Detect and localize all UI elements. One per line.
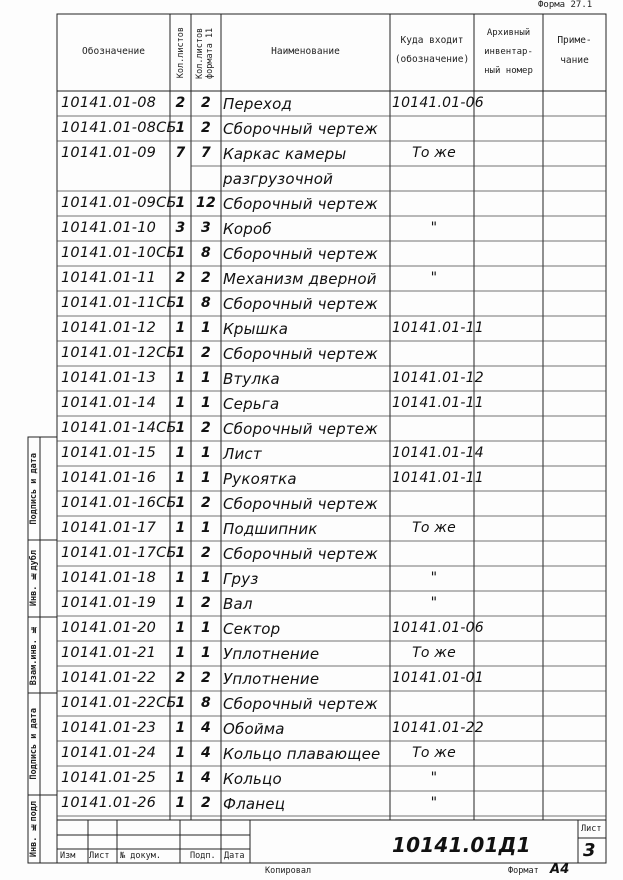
row-name: Кольцо xyxy=(223,770,282,788)
row-format: 2 xyxy=(201,270,211,286)
row-designation: 10141.01-22 xyxy=(61,670,157,686)
footer-format-value: А4 xyxy=(550,862,570,877)
row-where-used: 10141.01-01 xyxy=(392,670,484,686)
row-name: Сборочный чертеж xyxy=(223,120,378,138)
row-designation: 10141.01-09СБ xyxy=(61,195,177,211)
row-sheets: 1 xyxy=(175,120,186,136)
row-designation: 10141.01-09 xyxy=(61,145,157,161)
table-row xyxy=(57,266,606,291)
row-format: 2 xyxy=(201,545,211,561)
row-format: 4 xyxy=(201,720,211,736)
row-designation: 10141.01-08СБ xyxy=(61,120,177,136)
row-sheets: 1 xyxy=(175,620,186,636)
table-row xyxy=(57,91,606,116)
row-sheets: 2 xyxy=(175,270,186,286)
table-row xyxy=(57,766,606,791)
table-row xyxy=(57,691,606,716)
row-where-used: То же xyxy=(412,145,456,161)
row-where-used: 10141.01-06 xyxy=(392,95,484,111)
row-sheets: 1 xyxy=(175,495,186,511)
row-format: 1 xyxy=(201,520,211,536)
row-designation: 10141.01-18 xyxy=(61,570,157,586)
row-sheets: 1 xyxy=(175,370,186,386)
table-row xyxy=(57,416,606,441)
row-designation: 10141.01-11СБ xyxy=(61,295,177,311)
table-row xyxy=(57,616,606,641)
side-label-original-inv: Инв. №подл xyxy=(29,800,39,858)
row-designation: 10141.01-10 xyxy=(61,220,157,236)
row-designation: 10141.01-14 xyxy=(61,395,157,411)
row-sheets: 1 xyxy=(175,795,186,811)
row-where-used: " xyxy=(430,220,438,236)
row-name: Крышка xyxy=(223,320,289,338)
row-designation: 10141.01-10СБ xyxy=(61,245,177,261)
row-designation: 10141.01-26 xyxy=(61,795,157,811)
row-designation: 10141.01-12 xyxy=(61,320,157,336)
row-name: Механизм дверной xyxy=(223,270,377,288)
header-designation: Обозначение xyxy=(82,46,145,57)
row-sheets: 1 xyxy=(175,395,186,411)
row-sheets: 1 xyxy=(175,745,186,761)
row-name: Обойма xyxy=(223,720,285,738)
row-sheets: 1 xyxy=(175,520,186,536)
row-sheets: 3 xyxy=(175,220,186,236)
row-name: Подшипник xyxy=(223,520,318,538)
row-where-used: 10141.01-11 xyxy=(392,320,484,336)
row-name: Короб xyxy=(223,220,272,238)
row-sheets: 2 xyxy=(175,95,186,111)
row-designation: 10141.01-17 xyxy=(61,520,157,536)
row-format: 1 xyxy=(201,445,211,461)
footer-copied: Копировал xyxy=(265,866,312,876)
header-where-used-1: Куда входит xyxy=(400,35,464,46)
row-name: Сборочный чертеж xyxy=(223,245,378,263)
table-row xyxy=(57,641,606,666)
row-sheets: 1 xyxy=(175,770,186,786)
table-row xyxy=(57,116,606,141)
row-designation: 10141.01-20 xyxy=(61,620,157,636)
row-name: Сборочный чертеж xyxy=(223,420,378,438)
row-designation: 10141.01-19 xyxy=(61,595,157,611)
row-sheets: 1 xyxy=(175,445,186,461)
row-where-used: То же xyxy=(412,520,456,536)
row-format: 2 xyxy=(201,795,211,811)
table-row xyxy=(57,566,606,591)
footer-list: Лист xyxy=(89,851,110,861)
row-where-used: 10141.01-22 xyxy=(392,720,484,736)
row-designation: 10141.01-21 xyxy=(61,645,157,661)
table-row xyxy=(57,191,606,216)
row-sheets: 1 xyxy=(175,345,186,361)
footer-doc-no: № докум. xyxy=(120,851,161,861)
row-format: 1 xyxy=(201,645,211,661)
side-cell-1 xyxy=(28,437,40,540)
row-sheets: 1 xyxy=(175,720,186,736)
row-format: 1 xyxy=(201,470,211,486)
row-format: 8 xyxy=(201,245,211,261)
row-name: Каркас камеры xyxy=(223,145,347,163)
row-designation: 10141.01-16 xyxy=(61,470,157,486)
row-sheets: 1 xyxy=(175,595,186,611)
side-cell-2 xyxy=(28,540,40,617)
footer-sheet-number: 3 xyxy=(583,840,596,861)
row-designation: 10141.01-22СБ xyxy=(61,695,177,711)
row-name: Сектор xyxy=(223,620,281,638)
table-row xyxy=(57,166,606,191)
row-format: 1 xyxy=(201,570,211,586)
row-format: 2 xyxy=(201,95,211,111)
document-code: 10141.01Д1 xyxy=(392,833,531,857)
row-name: Уплотнение xyxy=(223,670,320,688)
row-designation: 10141.01-08 xyxy=(61,95,157,111)
row-name: Рукоятка xyxy=(223,470,297,488)
table-row xyxy=(57,216,606,241)
row-where-used: 10141.01-11 xyxy=(392,395,484,411)
header-archive-2: инвентар- xyxy=(484,47,533,57)
table-row xyxy=(57,516,606,541)
row-sheets: 1 xyxy=(175,695,186,711)
row-name: Сборочный чертеж xyxy=(223,495,378,513)
row-format: 4 xyxy=(201,745,211,761)
row-sheets: 1 xyxy=(175,470,186,486)
header-where-used-2: (обозначение) xyxy=(394,54,470,65)
table-row xyxy=(57,366,606,391)
row-designation: 10141.01-24 xyxy=(61,745,157,761)
side-label-signature-date: Подпись и дата xyxy=(29,452,39,525)
row-format: 2 xyxy=(201,420,211,436)
row-name: Втулка xyxy=(223,370,280,388)
row-where-used: " xyxy=(430,570,438,586)
row-format: 2 xyxy=(201,595,211,611)
table-row xyxy=(57,291,606,316)
row-sheets: 1 xyxy=(175,570,186,586)
row-designation: 10141.01-23 xyxy=(61,720,157,736)
row-designation: 10141.01-25 xyxy=(61,770,157,786)
header-archive-3: ный номер xyxy=(484,66,533,76)
row-name: Уплотнение xyxy=(223,645,320,663)
table-row xyxy=(57,441,606,466)
row-format: 4 xyxy=(201,770,211,786)
row-format: 2 xyxy=(201,345,211,361)
row-designation: 10141.01-15 xyxy=(61,445,157,461)
table-row xyxy=(57,341,606,366)
row-name: Сборочный чертеж xyxy=(223,295,378,313)
row-name: Серьга xyxy=(223,395,280,413)
row-name: Фланец xyxy=(223,795,286,813)
row-format: 2 xyxy=(201,495,211,511)
row-name: разгрузочной xyxy=(223,170,334,188)
table-row xyxy=(57,141,606,166)
row-sheets: 1 xyxy=(175,545,186,561)
row-name: Сборочный чертеж xyxy=(223,195,378,213)
header-sheets-cell xyxy=(170,14,191,91)
row-where-used: " xyxy=(430,270,438,286)
row-format: 1 xyxy=(201,620,211,636)
header-note-1: Приме- xyxy=(557,35,592,46)
row-where-used: " xyxy=(430,795,438,811)
row-name: Сборочный чертеж xyxy=(223,345,378,363)
row-name: Лист xyxy=(223,445,262,463)
row-sheets: 1 xyxy=(175,245,186,261)
footer-data: Дата xyxy=(224,851,245,861)
row-format: 7 xyxy=(201,145,211,161)
row-format: 12 xyxy=(196,195,216,211)
header-sheets: Кол.листов xyxy=(175,26,186,79)
row-sheets: 2 xyxy=(175,670,186,686)
footer-podp: Подп. xyxy=(190,851,216,861)
footer-sheet-label: Лист xyxy=(581,824,602,834)
header-name: Наименование xyxy=(271,46,340,57)
footer-izm: Изм xyxy=(60,851,76,861)
table-row xyxy=(57,391,606,416)
row-designation: 10141.01-16СБ xyxy=(61,495,177,511)
form-label: Форма 27.1 xyxy=(538,0,593,10)
row-name: Переход xyxy=(223,95,293,113)
row-format: 8 xyxy=(201,295,211,311)
row-sheets: 1 xyxy=(175,420,186,436)
header-archive-1: Архивный xyxy=(486,28,531,38)
row-sheets: 7 xyxy=(175,145,186,161)
row-designation: 10141.01-17СБ xyxy=(61,545,177,561)
row-format: 3 xyxy=(201,220,211,236)
row-where-used: То же xyxy=(412,645,456,661)
row-format: 1 xyxy=(201,320,211,336)
row-name: Вал xyxy=(223,595,253,613)
side-label-dup-inv: Инв. №дубл xyxy=(29,550,39,607)
row-sheets: 1 xyxy=(175,320,186,336)
table-row xyxy=(57,466,606,491)
table-row xyxy=(57,791,606,816)
row-format: 8 xyxy=(201,695,211,711)
row-name: Сборочный чертеж xyxy=(223,695,378,713)
row-designation: 10141.01-14СБ xyxy=(61,420,177,436)
row-sheets: 1 xyxy=(175,295,186,311)
row-where-used: 10141.01-12 xyxy=(392,370,484,386)
table-row xyxy=(57,541,606,566)
table-row xyxy=(57,741,606,766)
table-row xyxy=(57,666,606,691)
row-name: Кольцо плавающее xyxy=(223,745,381,763)
row-where-used: То же xyxy=(412,745,456,761)
row-designation: 10141.01-13 xyxy=(61,370,157,386)
side-cell-3 xyxy=(28,617,40,693)
row-where-used: " xyxy=(430,770,438,786)
row-format: 2 xyxy=(201,670,211,686)
row-designation: 10141.01-12СБ xyxy=(61,345,177,361)
row-sheets: 1 xyxy=(175,645,186,661)
side-label-signature-date-2: Подпись и дата xyxy=(29,708,39,780)
table-row xyxy=(57,591,606,616)
row-where-used: 10141.01-11 xyxy=(392,470,484,486)
row-format: 1 xyxy=(201,370,211,386)
side-cell-4 xyxy=(28,693,40,795)
header-sheets-format: Кол.листов формата 11 xyxy=(195,26,215,79)
footer-format-label: Формат xyxy=(508,866,539,876)
row-where-used: 10141.01-14 xyxy=(392,445,484,461)
side-label-replacement-inv: Взам.инв. № xyxy=(29,624,39,686)
row-designation: 10141.01-11 xyxy=(61,270,157,286)
row-name: Груз xyxy=(223,570,259,588)
row-format: 1 xyxy=(201,395,211,411)
table-row xyxy=(57,316,606,341)
table-row xyxy=(57,491,606,516)
table-row xyxy=(57,716,606,741)
row-format: 2 xyxy=(201,120,211,136)
header-note-2: чание xyxy=(560,55,589,66)
row-sheets: 1 xyxy=(175,195,186,211)
side-cell-5 xyxy=(28,795,40,863)
row-where-used: " xyxy=(430,595,438,611)
table-row xyxy=(57,241,606,266)
row-where-used: 10141.01-06 xyxy=(392,620,484,636)
header-sheets-format-cell xyxy=(191,14,221,91)
row-name: Сборочный чертеж xyxy=(223,545,378,563)
